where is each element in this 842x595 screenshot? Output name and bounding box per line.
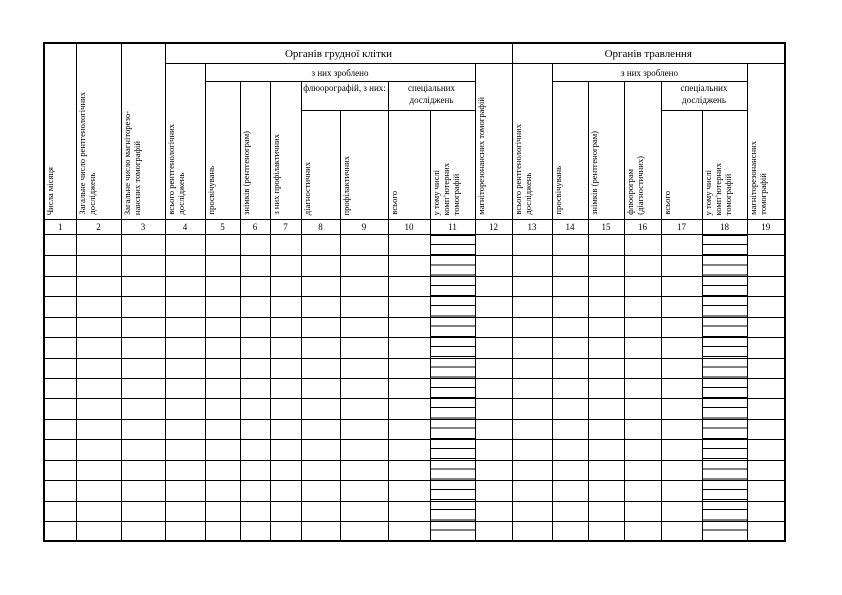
subgroup-digestive-done: з них зроблено [552, 64, 747, 82]
column-number: 15 [588, 220, 624, 235]
column-number: 11 [430, 220, 475, 235]
header-chest-fluoroscopy: просвічувань [205, 82, 240, 220]
header-digestive-fluoroscopy: просвічувань [552, 82, 588, 220]
entry-column[interactable] [165, 235, 205, 542]
header-total-xray: Загальне число рентгенологічних досліджень [76, 43, 121, 220]
header-chest-preventive: з них профілактичних [270, 82, 301, 220]
subgroup-chest-done: з них зроблено [205, 64, 475, 82]
header-digestive-total-xray: всього рентгенологічних досліджень [512, 64, 552, 220]
entry-column[interactable] [747, 235, 785, 542]
column-number: 16 [624, 220, 661, 235]
header-day-of-month: Числа місяця [44, 43, 76, 220]
column-number: 19 [747, 220, 785, 235]
ruled-lines [431, 235, 475, 540]
header-chest-radiographs: знімків (рентгенограм) [240, 82, 270, 220]
entry-column[interactable] [121, 235, 165, 542]
entry-column[interactable] [475, 235, 512, 542]
header-digestive-mri: магніторезонансних томографій [747, 64, 785, 220]
column-number: 7 [270, 220, 301, 235]
entry-column[interactable] [552, 235, 588, 542]
header-chest-mri: магніторезонансних томографій [475, 64, 512, 220]
header-chest-fluoro-preventive: профілактичних [340, 111, 388, 220]
header-chest-total-xray: всього рентгенологічних досліджень [165, 64, 205, 220]
entry-column[interactable] [205, 235, 240, 542]
header-digestive-special-ct: у тому числі комп’ютерних томографій [702, 111, 747, 220]
column-number-row [44, 220, 785, 235]
entry-column[interactable] [76, 235, 121, 542]
column-number: 9 [340, 220, 388, 235]
entry-column[interactable] [624, 235, 661, 542]
entry-column[interactable] [661, 235, 702, 542]
data-entry-area [44, 235, 785, 542]
column-number: 4 [165, 220, 205, 235]
header-digestive-fluorograms: флюорограм (діагностичних) [624, 82, 661, 220]
header-digestive-special-total: всього [661, 111, 702, 220]
subgroup-chest-special: спеціальних досліджень [388, 82, 475, 111]
entry-column[interactable] [44, 235, 76, 542]
column-number: 12 [475, 220, 512, 235]
entry-column[interactable] [301, 235, 340, 542]
entry-column[interactable] [340, 235, 388, 542]
column-number: 6 [240, 220, 270, 235]
column-number: 17 [661, 220, 702, 235]
header-total-mri: Загальне число магніторезо- нансних томографій [121, 43, 165, 220]
header-chest-fluoro-diagnostic: діагностичних [301, 111, 340, 220]
column-number: 8 [301, 220, 340, 235]
column-number: 14 [552, 220, 588, 235]
column-number: 18 [702, 220, 747, 235]
group-digestive-organs: Органів травлення [512, 43, 785, 64]
entry-column[interactable] [270, 235, 301, 542]
column-number: 5 [205, 220, 240, 235]
group-chest-organs: Органів грудної клітки [165, 43, 512, 64]
entry-column[interactable] [588, 235, 624, 542]
entry-column[interactable] [388, 235, 430, 542]
ruled-lines [703, 235, 747, 540]
header-digestive-radiographs: знімків (рентгенограм) [588, 82, 624, 220]
entry-column[interactable] [240, 235, 270, 542]
column-number: 2 [76, 220, 121, 235]
column-number: 10 [388, 220, 430, 235]
entry-column-chest-ct-lined[interactable] [430, 235, 475, 542]
radiology-log-table [43, 42, 786, 542]
column-number: 3 [121, 220, 165, 235]
column-number: 13 [512, 220, 552, 235]
header-chest-special-total: всього [388, 111, 430, 220]
subgroup-digestive-special: спеціальних досліджень [661, 82, 747, 111]
header-chest-special-ct: у тому числі комп’ютерних томографій [430, 111, 475, 220]
column-number: 1 [44, 220, 76, 235]
entry-column-digestive-ct-lined[interactable] [702, 235, 747, 542]
subgroup-chest-fluorography: флюорографій, з них: [301, 82, 388, 111]
entry-column[interactable] [512, 235, 552, 542]
